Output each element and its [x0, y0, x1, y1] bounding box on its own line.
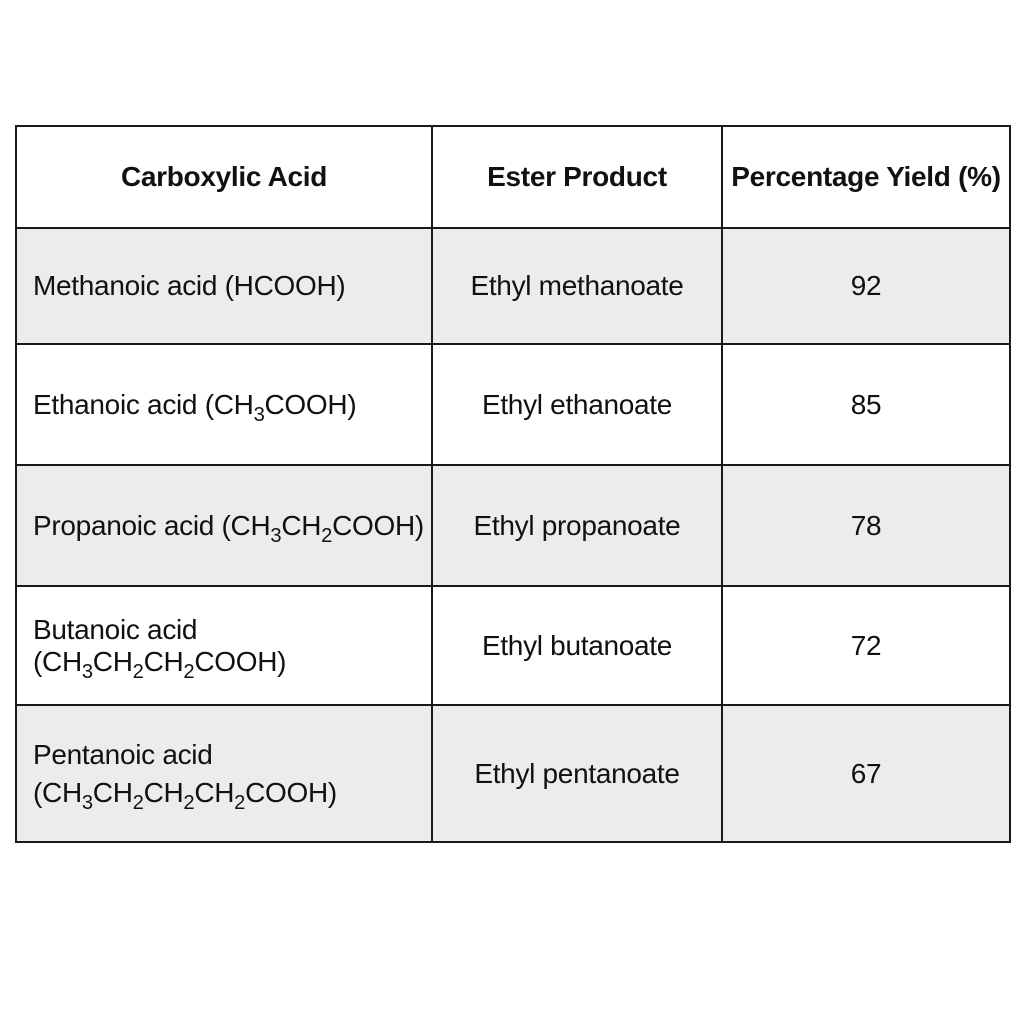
ester-cell: Ethyl propanoate	[432, 465, 722, 586]
table-row	[16, 586, 1010, 705]
acid-cell	[16, 228, 432, 344]
acid-formula: (HCOOH)	[224, 270, 346, 301]
ester-yield-table	[15, 125, 1011, 843]
acid-name: Butanoic acid	[33, 613, 198, 645]
yield-cell: 67	[722, 705, 1010, 842]
ester-cell: Ethyl methanoate	[432, 228, 722, 344]
header-carboxylic-acid: Carboxylic Acid	[16, 126, 432, 228]
acid-cell	[16, 465, 432, 586]
header-row	[16, 126, 1010, 228]
yield-cell: 72	[722, 586, 1010, 705]
acid-formula: $(CH_3COOH)$	[204, 388, 357, 426]
acid-cell	[16, 344, 432, 465]
acid-name: Pentanoic acid	[33, 738, 213, 770]
header-ester-product: Ester Product	[432, 126, 722, 228]
ester-cell: Ethyl butanoate	[432, 586, 722, 705]
table-row	[16, 705, 1010, 842]
header-percentage-yield: Percentage Yield (%)	[722, 126, 1010, 228]
ester-cell: Ethyl ethanoate	[432, 344, 722, 465]
acid-name: Propanoic acid	[33, 509, 215, 541]
acid-formula: $(CH_3CH_2CH_2COOH)$	[33, 645, 287, 683]
acid-formula: $(CH_3CH_2COOH)$	[221, 509, 424, 547]
acid-name: Ethanoic acid	[33, 388, 198, 420]
table-row	[16, 465, 1010, 586]
ester-cell: Ethyl pentanoate	[432, 705, 722, 842]
acid-formula: $(CH_3CH_2CH_2CH_2COOH)$	[33, 776, 337, 814]
table-row	[16, 344, 1010, 465]
acid-cell	[16, 705, 432, 842]
table-row	[16, 228, 1010, 344]
acid-name: Methanoic acid	[33, 270, 218, 301]
yield-cell: 78	[722, 465, 1010, 586]
yield-cell: 92	[722, 228, 1010, 344]
acid-cell	[16, 586, 432, 705]
yield-cell: 85	[722, 344, 1010, 465]
